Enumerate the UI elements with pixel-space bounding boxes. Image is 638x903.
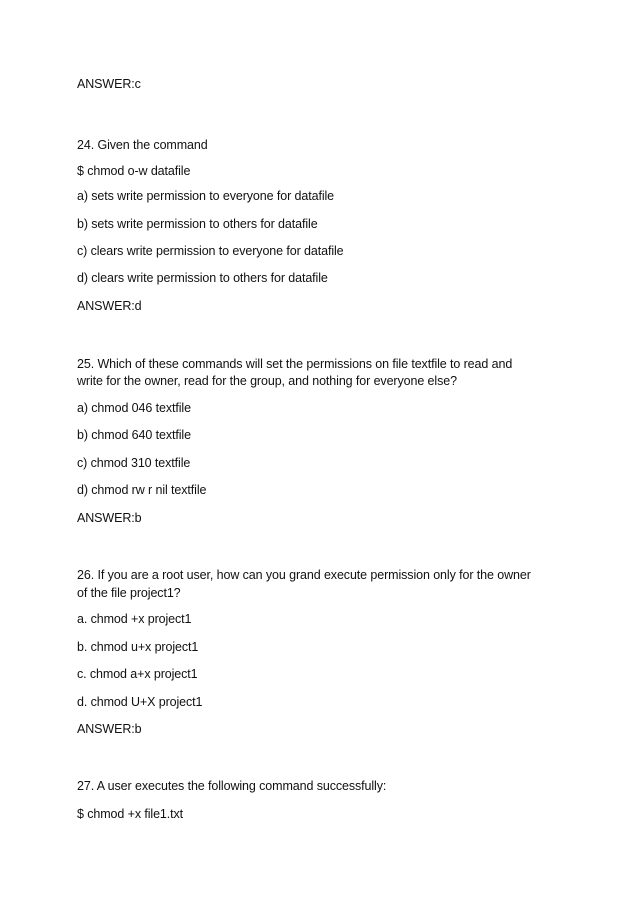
- answer-24: ANSWER:d: [77, 299, 142, 313]
- question-26-line-2: of the file project1?: [77, 586, 181, 600]
- question-25-line-1: 25. Which of these commands will set the permissions on file textfile to read and: [77, 357, 513, 371]
- answer-23: ANSWER:c: [77, 77, 141, 91]
- question-24: 24. Given the command: [77, 138, 208, 152]
- question-25-option-c: c) chmod 310 textfile: [77, 456, 191, 470]
- question-26-option-b: b. chmod u+x project1: [77, 640, 199, 654]
- question-26-option-d: d. chmod U+X project1: [77, 695, 203, 709]
- question-24-option-c: c) clears write permission to everyone for datafile: [77, 244, 344, 258]
- question-24-option-b: b) sets write permission to others for datafile: [77, 217, 318, 231]
- question-25-option-b: b) chmod 640 textfile: [77, 428, 191, 442]
- question-25-option-a: a) chmod 046 textfile: [77, 401, 191, 415]
- question-24-option-d: d) clears write permission to others for datafile: [77, 271, 328, 285]
- question-27: 27. A user executes the following command successfully:: [77, 779, 387, 793]
- question-27-command: $ chmod +x file1.txt: [77, 807, 184, 821]
- question-24-option-a: a) sets write permission to everyone for datafile: [77, 189, 335, 203]
- question-25-option-d: d) chmod rw r nil textfile: [77, 483, 207, 497]
- answer-26: ANSWER:b: [77, 722, 142, 736]
- question-26-option-a: a. chmod +x project1: [77, 612, 192, 626]
- question-26-option-c: c. chmod a+x project1: [77, 667, 198, 681]
- question-25-line-2: write for the owner, read for the group, and nothing for everyone else?: [77, 374, 457, 388]
- answer-25: ANSWER:b: [77, 511, 142, 525]
- question-24-command: $ chmod o-w datafile: [77, 164, 191, 178]
- question-26-line-1: 26. If you are a root user, how can you grand execute permission only for the owner: [77, 568, 531, 582]
